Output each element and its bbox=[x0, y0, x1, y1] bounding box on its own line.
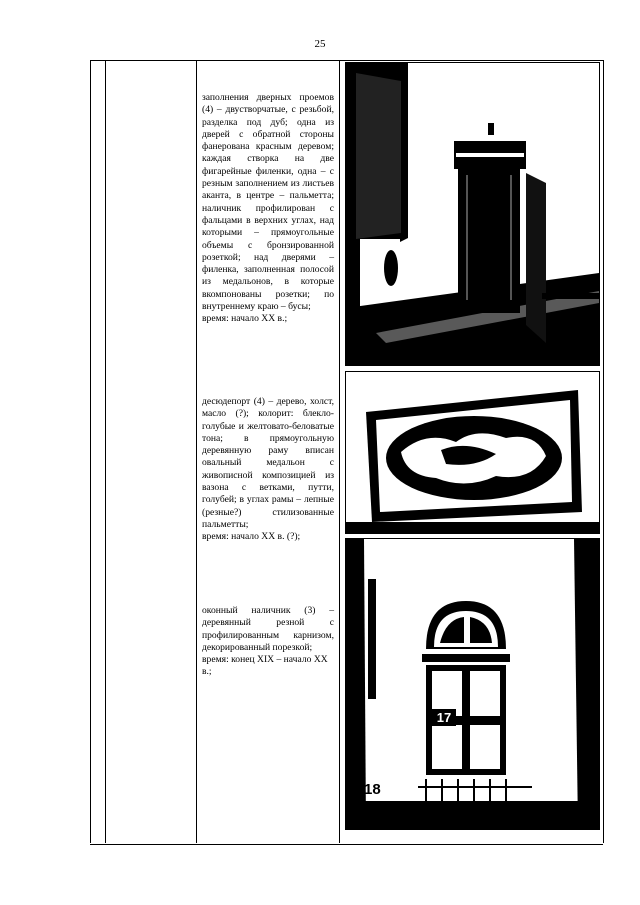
photo-door bbox=[345, 62, 600, 366]
column-divider bbox=[339, 60, 340, 843]
column-divider bbox=[603, 60, 604, 843]
photo-label-17: 17 bbox=[432, 709, 456, 726]
photo-label-18: 18 bbox=[364, 781, 381, 798]
photo-window-image bbox=[346, 539, 599, 829]
photo-overdoor-image bbox=[346, 372, 599, 533]
column-divider bbox=[90, 60, 91, 843]
entry-description: оконный наличник (3) – деревянный резной с профилированным карнизом, декорированный порезкой; bbox=[202, 605, 334, 653]
entry-time: время: начало ХХ в.; bbox=[202, 313, 288, 325]
entry-window-casing bbox=[202, 605, 334, 679]
entry-description: десюдепорт (4) – дерево, холст, масло (?); колорит: блекло-голубые и желтовато-беловатые тона; в прямоугольную деревянную раму вписан овальный медальон с живописной композицией из вазона с ветками, путти, голубей; в углах рамы – лепные (резные?) стилизованные пальметты; bbox=[202, 396, 334, 530]
column-divider bbox=[105, 60, 106, 843]
photo-overdoor bbox=[345, 371, 600, 534]
photo-door-image bbox=[346, 63, 599, 365]
page-number: 25 bbox=[314, 38, 326, 50]
entry-door-fillings bbox=[202, 92, 334, 326]
entry-time: время: начало ХХ в. (?); bbox=[202, 531, 301, 543]
entry-time: время: конец XIX – начало XX в.; bbox=[202, 654, 328, 678]
column-divider bbox=[196, 60, 197, 843]
entry-overdoor-painting bbox=[202, 396, 334, 544]
photo-window bbox=[345, 538, 600, 830]
entry-description: заполнения дверных проемов (4) – двустворчатые, с резьбой, разделка под дуб; одна из дверей с обратной стороны фанерована красным деревом; каждая створка на две фигарейные филенки, одна – с резным заполнением из листьев аканта, в центре – пальметта; наличник профилирован с фальцами в верхних углах, над которыми – прямоугольные объемы с бронзированной розеткой; над дверями – филенка, заполненная полосой из медальонов, в которые вкомпонованы розетки; по внутреннему краю – бусы; bbox=[202, 92, 334, 313]
